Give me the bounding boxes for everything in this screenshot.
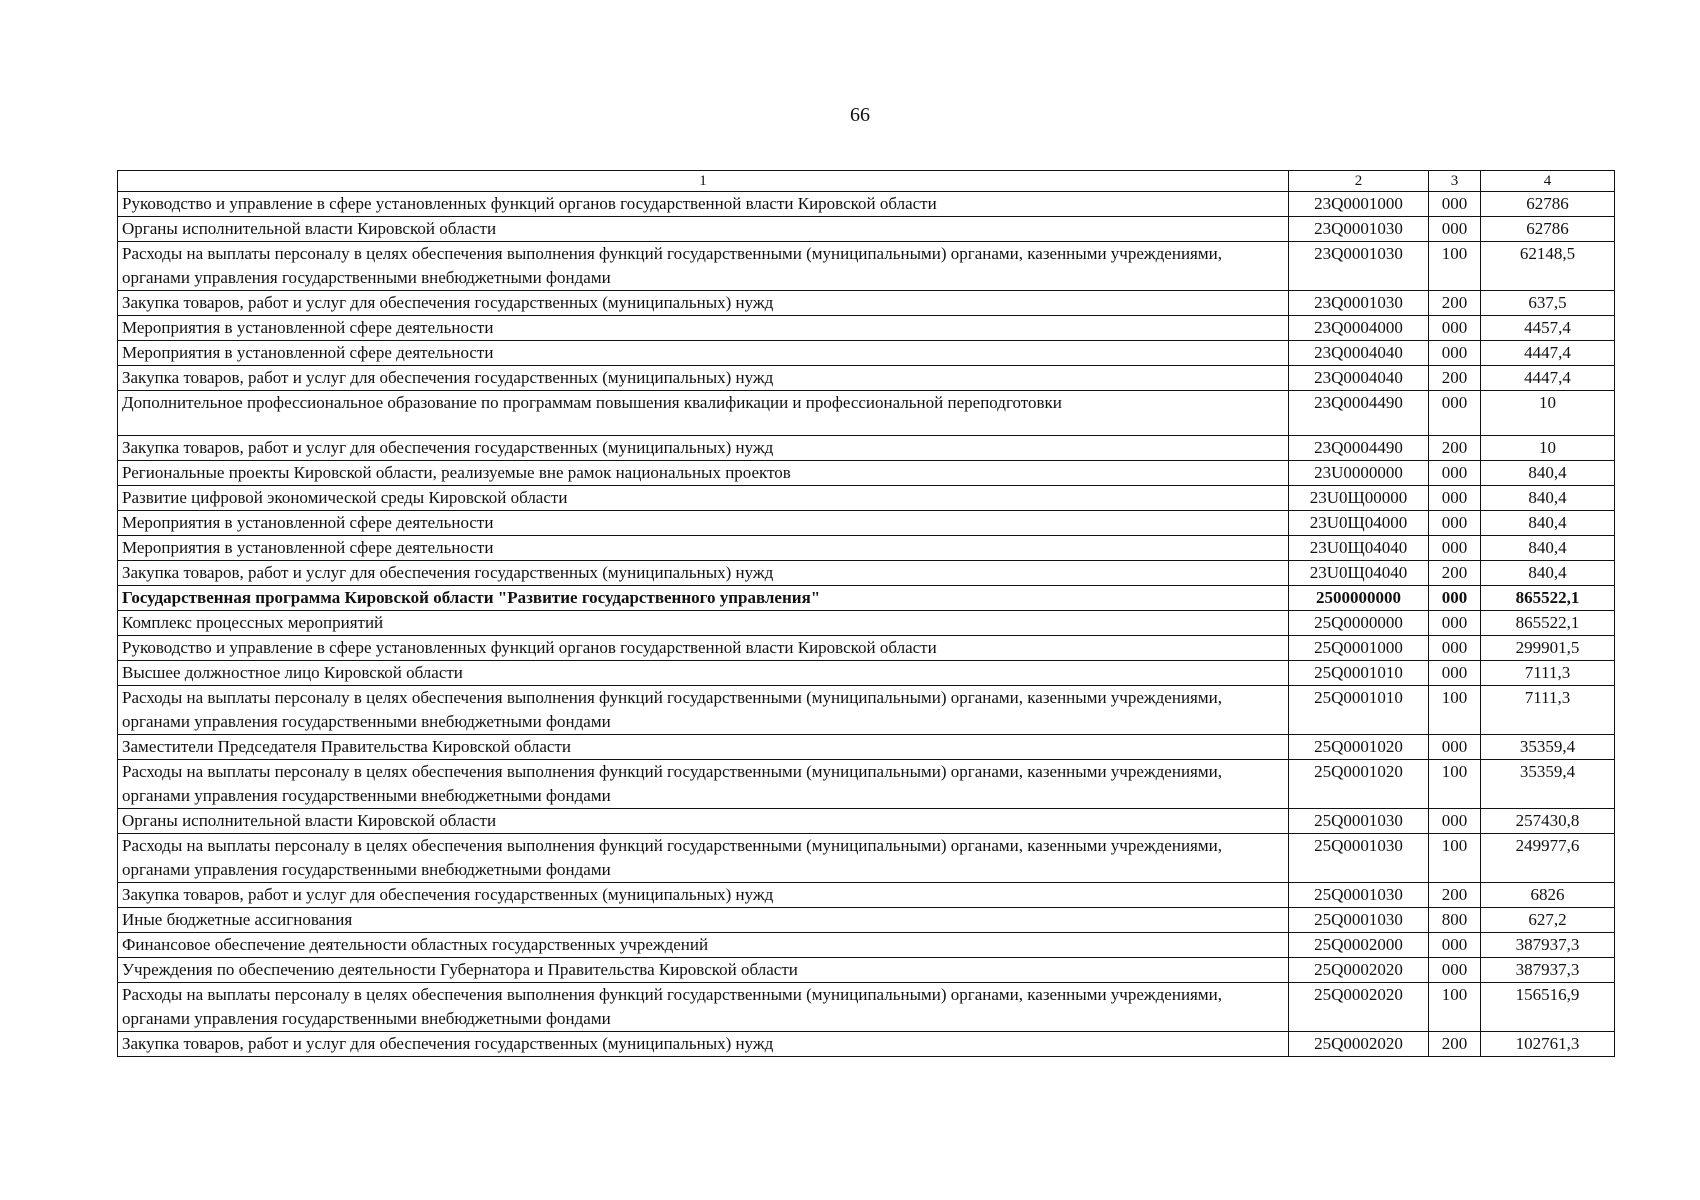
- table-row: [118, 242, 1615, 291]
- row-code: 23Q0001030: [1289, 217, 1429, 242]
- page-number: 66: [850, 104, 870, 126]
- table-row: [118, 586, 1615, 611]
- row-code: 23Q0004490: [1289, 436, 1429, 461]
- row-code: 25Q0002020: [1289, 983, 1429, 1032]
- row-name: Мероприятия в установленной сфере деятельности: [118, 316, 1289, 341]
- row-name: Закупка товаров, работ и услуг для обеспечения государственных (муниципальных) нужд: [118, 1032, 1289, 1057]
- table-row: [118, 536, 1615, 561]
- table-row: [118, 486, 1615, 511]
- row-expense-type: 000: [1429, 217, 1481, 242]
- table-row: [118, 561, 1615, 586]
- header-cell-2: 2: [1289, 171, 1429, 192]
- table-row: [118, 883, 1615, 908]
- row-sum: 156516,9: [1481, 983, 1615, 1032]
- table-row: [118, 908, 1615, 933]
- row-name: Развитие цифровой экономической среды Кировской области: [118, 486, 1289, 511]
- row-name: Финансовое обеспечение деятельности областных государственных учреждений: [118, 933, 1289, 958]
- row-name: Дополнительное профессиональное образование по программам повышения квалификации и профессиональной переподготовки: [118, 391, 1289, 436]
- row-name: Закупка товаров, работ и услуг для обеспечения государственных (муниципальных) нужд: [118, 883, 1289, 908]
- row-name: Органы исполнительной власти Кировской области: [118, 809, 1289, 834]
- row-sum: 387937,3: [1481, 958, 1615, 983]
- row-expense-type: 100: [1429, 686, 1481, 735]
- row-sum: 249977,6: [1481, 834, 1615, 883]
- row-sum: 637,5: [1481, 291, 1615, 316]
- row-expense-type: 000: [1429, 316, 1481, 341]
- row-sum: 840,4: [1481, 486, 1615, 511]
- row-sum: 840,4: [1481, 536, 1615, 561]
- row-expense-type: 000: [1429, 461, 1481, 486]
- row-expense-type: 000: [1429, 661, 1481, 686]
- row-name: Закупка товаров, работ и услуг для обеспечения государственных (муниципальных) нужд: [118, 436, 1289, 461]
- row-name: Учреждения по обеспечению деятельности Губернатора и Правительства Кировской области: [118, 958, 1289, 983]
- row-expense-type: 200: [1429, 436, 1481, 461]
- row-code: 25Q0001010: [1289, 661, 1429, 686]
- row-code: 25Q0001000: [1289, 636, 1429, 661]
- row-name: Заместители Председателя Правительства Кировской области: [118, 735, 1289, 760]
- row-expense-type: 100: [1429, 760, 1481, 809]
- table-row: [118, 341, 1615, 366]
- row-code: 23U0Щ00000: [1289, 486, 1429, 511]
- row-sum: 299901,5: [1481, 636, 1615, 661]
- header-cell-3: 3: [1429, 171, 1481, 192]
- row-expense-type: 000: [1429, 933, 1481, 958]
- row-sum: 6826: [1481, 883, 1615, 908]
- row-sum: 62148,5: [1481, 242, 1615, 291]
- row-sum: 4447,4: [1481, 341, 1615, 366]
- row-expense-type: 200: [1429, 561, 1481, 586]
- table-row: [118, 316, 1615, 341]
- row-expense-type: 200: [1429, 291, 1481, 316]
- row-code: 25Q0001030: [1289, 908, 1429, 933]
- table-row: [118, 291, 1615, 316]
- table-row: [118, 735, 1615, 760]
- row-sum: 35359,4: [1481, 760, 1615, 809]
- row-sum: 865522,1: [1481, 586, 1615, 611]
- header-row: [118, 171, 1615, 192]
- row-name: Расходы на выплаты персоналу в целях обеспечения выполнения функций государственными (муниципальными) органами, казенными учреждениями, органами управления государственными внебюджетными фондами: [118, 686, 1289, 735]
- row-code: 25Q0001010: [1289, 686, 1429, 735]
- row-code: 25Q0002000: [1289, 933, 1429, 958]
- row-code: 23Q0004040: [1289, 366, 1429, 391]
- budget-table-body: [118, 171, 1615, 1057]
- row-code: 23Q0001030: [1289, 242, 1429, 291]
- row-code: 25Q0001030: [1289, 834, 1429, 883]
- row-name: Расходы на выплаты персоналу в целях обеспечения выполнения функций государственными (муниципальными) органами, казенными учреждениями, органами управления государственными внебюджетными фондами: [118, 983, 1289, 1032]
- row-expense-type: 000: [1429, 611, 1481, 636]
- row-code: 25Q0002020: [1289, 1032, 1429, 1057]
- row-code: 25Q0002020: [1289, 958, 1429, 983]
- table-row: [118, 391, 1615, 436]
- row-code: 25Q0001020: [1289, 735, 1429, 760]
- row-expense-type: 000: [1429, 586, 1481, 611]
- header-cell-4: 4: [1481, 171, 1615, 192]
- row-expense-type: 000: [1429, 486, 1481, 511]
- table-row: [118, 192, 1615, 217]
- row-name: Мероприятия в установленной сфере деятельности: [118, 511, 1289, 536]
- header-cell-1: 1: [118, 171, 1289, 192]
- row-name: Иные бюджетные ассигнования: [118, 908, 1289, 933]
- table-row: [118, 217, 1615, 242]
- row-sum: 10: [1481, 391, 1615, 436]
- row-code: 25Q0001030: [1289, 809, 1429, 834]
- table-row: [118, 661, 1615, 686]
- row-expense-type: 100: [1429, 834, 1481, 883]
- row-expense-type: 000: [1429, 636, 1481, 661]
- table-row: [118, 636, 1615, 661]
- row-name: Закупка товаров, работ и услуг для обеспечения государственных (муниципальных) нужд: [118, 291, 1289, 316]
- row-expense-type: 800: [1429, 908, 1481, 933]
- table-row: [118, 933, 1615, 958]
- row-expense-type: 000: [1429, 341, 1481, 366]
- row-code: 25Q0001030: [1289, 883, 1429, 908]
- row-name: Органы исполнительной власти Кировской области: [118, 217, 1289, 242]
- row-expense-type: 000: [1429, 958, 1481, 983]
- table-row: [118, 436, 1615, 461]
- row-expense-type: 000: [1429, 391, 1481, 436]
- table-row: [118, 983, 1615, 1032]
- row-name: Руководство и управление в сфере установленных функций органов государственной власти Кировской области: [118, 636, 1289, 661]
- row-name: Мероприятия в установленной сфере деятельности: [118, 341, 1289, 366]
- row-sum: 257430,8: [1481, 809, 1615, 834]
- row-sum: 7111,3: [1481, 661, 1615, 686]
- row-expense-type: 000: [1429, 735, 1481, 760]
- row-code: 23Q0001030: [1289, 291, 1429, 316]
- table-row: [118, 958, 1615, 983]
- row-code: 2500000000: [1289, 586, 1429, 611]
- table-row: [118, 1032, 1615, 1057]
- table-row: [118, 511, 1615, 536]
- row-sum: 7111,3: [1481, 686, 1615, 735]
- row-sum: 387937,3: [1481, 933, 1615, 958]
- row-expense-type: 000: [1429, 536, 1481, 561]
- row-sum: 102761,3: [1481, 1032, 1615, 1057]
- row-sum: 4447,4: [1481, 366, 1615, 391]
- row-sum: 840,4: [1481, 511, 1615, 536]
- row-sum: 840,4: [1481, 461, 1615, 486]
- row-code: 23U0Щ04000: [1289, 511, 1429, 536]
- row-expense-type: 000: [1429, 809, 1481, 834]
- row-name: Расходы на выплаты персоналу в целях обеспечения выполнения функций государственными (муниципальными) органами, казенными учреждениями, органами управления государственными внебюджетными фондами: [118, 834, 1289, 883]
- row-expense-type: 100: [1429, 242, 1481, 291]
- row-sum: 62786: [1481, 217, 1615, 242]
- row-code: 23Q0001000: [1289, 192, 1429, 217]
- row-code: 25Q0001020: [1289, 760, 1429, 809]
- table-row: [118, 809, 1615, 834]
- row-code: 25Q0000000: [1289, 611, 1429, 636]
- row-expense-type: 000: [1429, 511, 1481, 536]
- table-row: [118, 366, 1615, 391]
- row-sum: 840,4: [1481, 561, 1615, 586]
- row-code: 23U0Щ04040: [1289, 536, 1429, 561]
- table-row: [118, 611, 1615, 636]
- row-name: Закупка товаров, работ и услуг для обеспечения государственных (муниципальных) нужд: [118, 561, 1289, 586]
- row-name: Закупка товаров, работ и услуг для обеспечения государственных (муниципальных) нужд: [118, 366, 1289, 391]
- row-expense-type: 200: [1429, 1032, 1481, 1057]
- row-name: Комплекс процессных мероприятий: [118, 611, 1289, 636]
- row-name: Расходы на выплаты персоналу в целях обеспечения выполнения функций государственными (муниципальными) органами, казенными учреждениями, органами управления государственными внебюджетными фондами: [118, 242, 1289, 291]
- table-row: [118, 461, 1615, 486]
- row-expense-type: 200: [1429, 883, 1481, 908]
- row-code: 23U0Щ04040: [1289, 561, 1429, 586]
- table-row: [118, 760, 1615, 809]
- row-expense-type: 000: [1429, 192, 1481, 217]
- table-row: [118, 834, 1615, 883]
- row-code: 23Q0004040: [1289, 341, 1429, 366]
- budget-table: [117, 170, 1615, 1057]
- row-sum: 627,2: [1481, 908, 1615, 933]
- row-code: 23Q0004000: [1289, 316, 1429, 341]
- row-code: 23Q0004490: [1289, 391, 1429, 436]
- row-sum: 4457,4: [1481, 316, 1615, 341]
- row-name: Региональные проекты Кировской области, реализуемые вне рамок национальных проектов: [118, 461, 1289, 486]
- row-sum: 35359,4: [1481, 735, 1615, 760]
- row-expense-type: 100: [1429, 983, 1481, 1032]
- row-code: 23U0000000: [1289, 461, 1429, 486]
- row-name: Мероприятия в установленной сфере деятельности: [118, 536, 1289, 561]
- row-name: Государственная программа Кировской области "Развитие государственного управления": [118, 586, 1289, 611]
- row-sum: 10: [1481, 436, 1615, 461]
- table-row: [118, 686, 1615, 735]
- row-name: Руководство и управление в сфере установленных функций органов государственной власти Кировской области: [118, 192, 1289, 217]
- row-expense-type: 200: [1429, 366, 1481, 391]
- row-sum: 865522,1: [1481, 611, 1615, 636]
- row-sum: 62786: [1481, 192, 1615, 217]
- row-name: Высшее должностное лицо Кировской области: [118, 661, 1289, 686]
- row-name: Расходы на выплаты персоналу в целях обеспечения выполнения функций государственными (муниципальными) органами, казенными учреждениями, органами управления государственными внебюджетными фондами: [118, 760, 1289, 809]
